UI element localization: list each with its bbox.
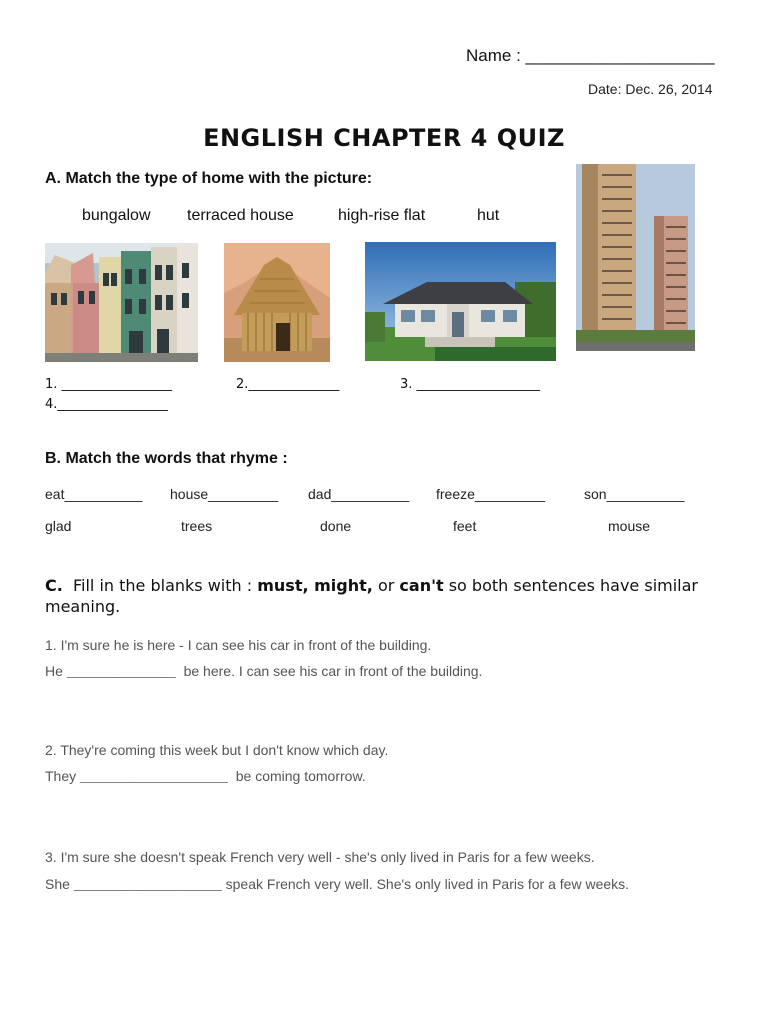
rhyme-word-freeze[interactable]: freeze_________ (436, 486, 545, 502)
name-field[interactable]: Name : ____________________ (466, 46, 715, 65)
terraced-houses-image (45, 243, 198, 362)
rhyme-option-done: done (320, 518, 352, 534)
section-a-heading: A. Match the type of home with the picture: (45, 170, 373, 187)
rhyme-option-glad: glad (45, 518, 72, 534)
rhyme-word-eat[interactable]: eat__________ (45, 486, 143, 502)
page-title: ENGLISH CHAPTER 4 QUIZ (203, 124, 565, 152)
rhyme-word-son[interactable]: son__________ (584, 486, 685, 502)
question-1-text: 1. I'm sure he is here - I can see his car in front of the building. (45, 637, 432, 653)
rhyme-word-dad[interactable]: dad__________ (308, 486, 410, 502)
question-3-answer[interactable]: She ___________________ speak French very well. She's only lived in Paris for a few weeks. (45, 876, 630, 892)
section-c-heading: C. Fill in the blanks with : must, might, or can't so both sentences have similar meaning. (45, 576, 698, 616)
answer-blank-4[interactable]: 4._________________ (45, 397, 168, 412)
date-label: Date: Dec. 26, 2014 (588, 81, 713, 97)
high-rise-flats-image (576, 164, 695, 351)
answer-blank-3[interactable]: 3. ___________________ (400, 377, 541, 392)
rhyme-option-mouse: mouse (608, 518, 651, 534)
rhyme-word-house[interactable]: house_________ (170, 486, 279, 502)
word-high-rise-flat: high-rise flat (338, 207, 426, 224)
answer-blank-2[interactable]: 2.______________ (236, 377, 340, 392)
word-bungalow: bungalow (82, 207, 151, 224)
rhyme-option-trees: trees (181, 518, 213, 534)
rhyme-option-feet: feet (453, 518, 477, 534)
question-3-text: 3. I'm sure she doesn't speak French very well - she's only lived in Paris for a few weeks. (45, 849, 595, 865)
word-hut: hut (477, 207, 500, 224)
hut-image (224, 243, 330, 362)
section-b-heading: B. Match the words that rhyme : (45, 450, 288, 467)
question-1-answer[interactable]: He ______________ be here. I can see his car in front of the building. (45, 663, 483, 679)
question-2-answer[interactable]: They ___________________ be coming tomorrow. (45, 768, 366, 784)
answer-blank-1[interactable]: 1. _________________ (45, 377, 173, 392)
word-terraced-house: terraced house (187, 207, 294, 224)
question-2-text: 2. They're coming this week but I don't know which day. (45, 742, 389, 758)
bungalow-image (365, 242, 556, 361)
